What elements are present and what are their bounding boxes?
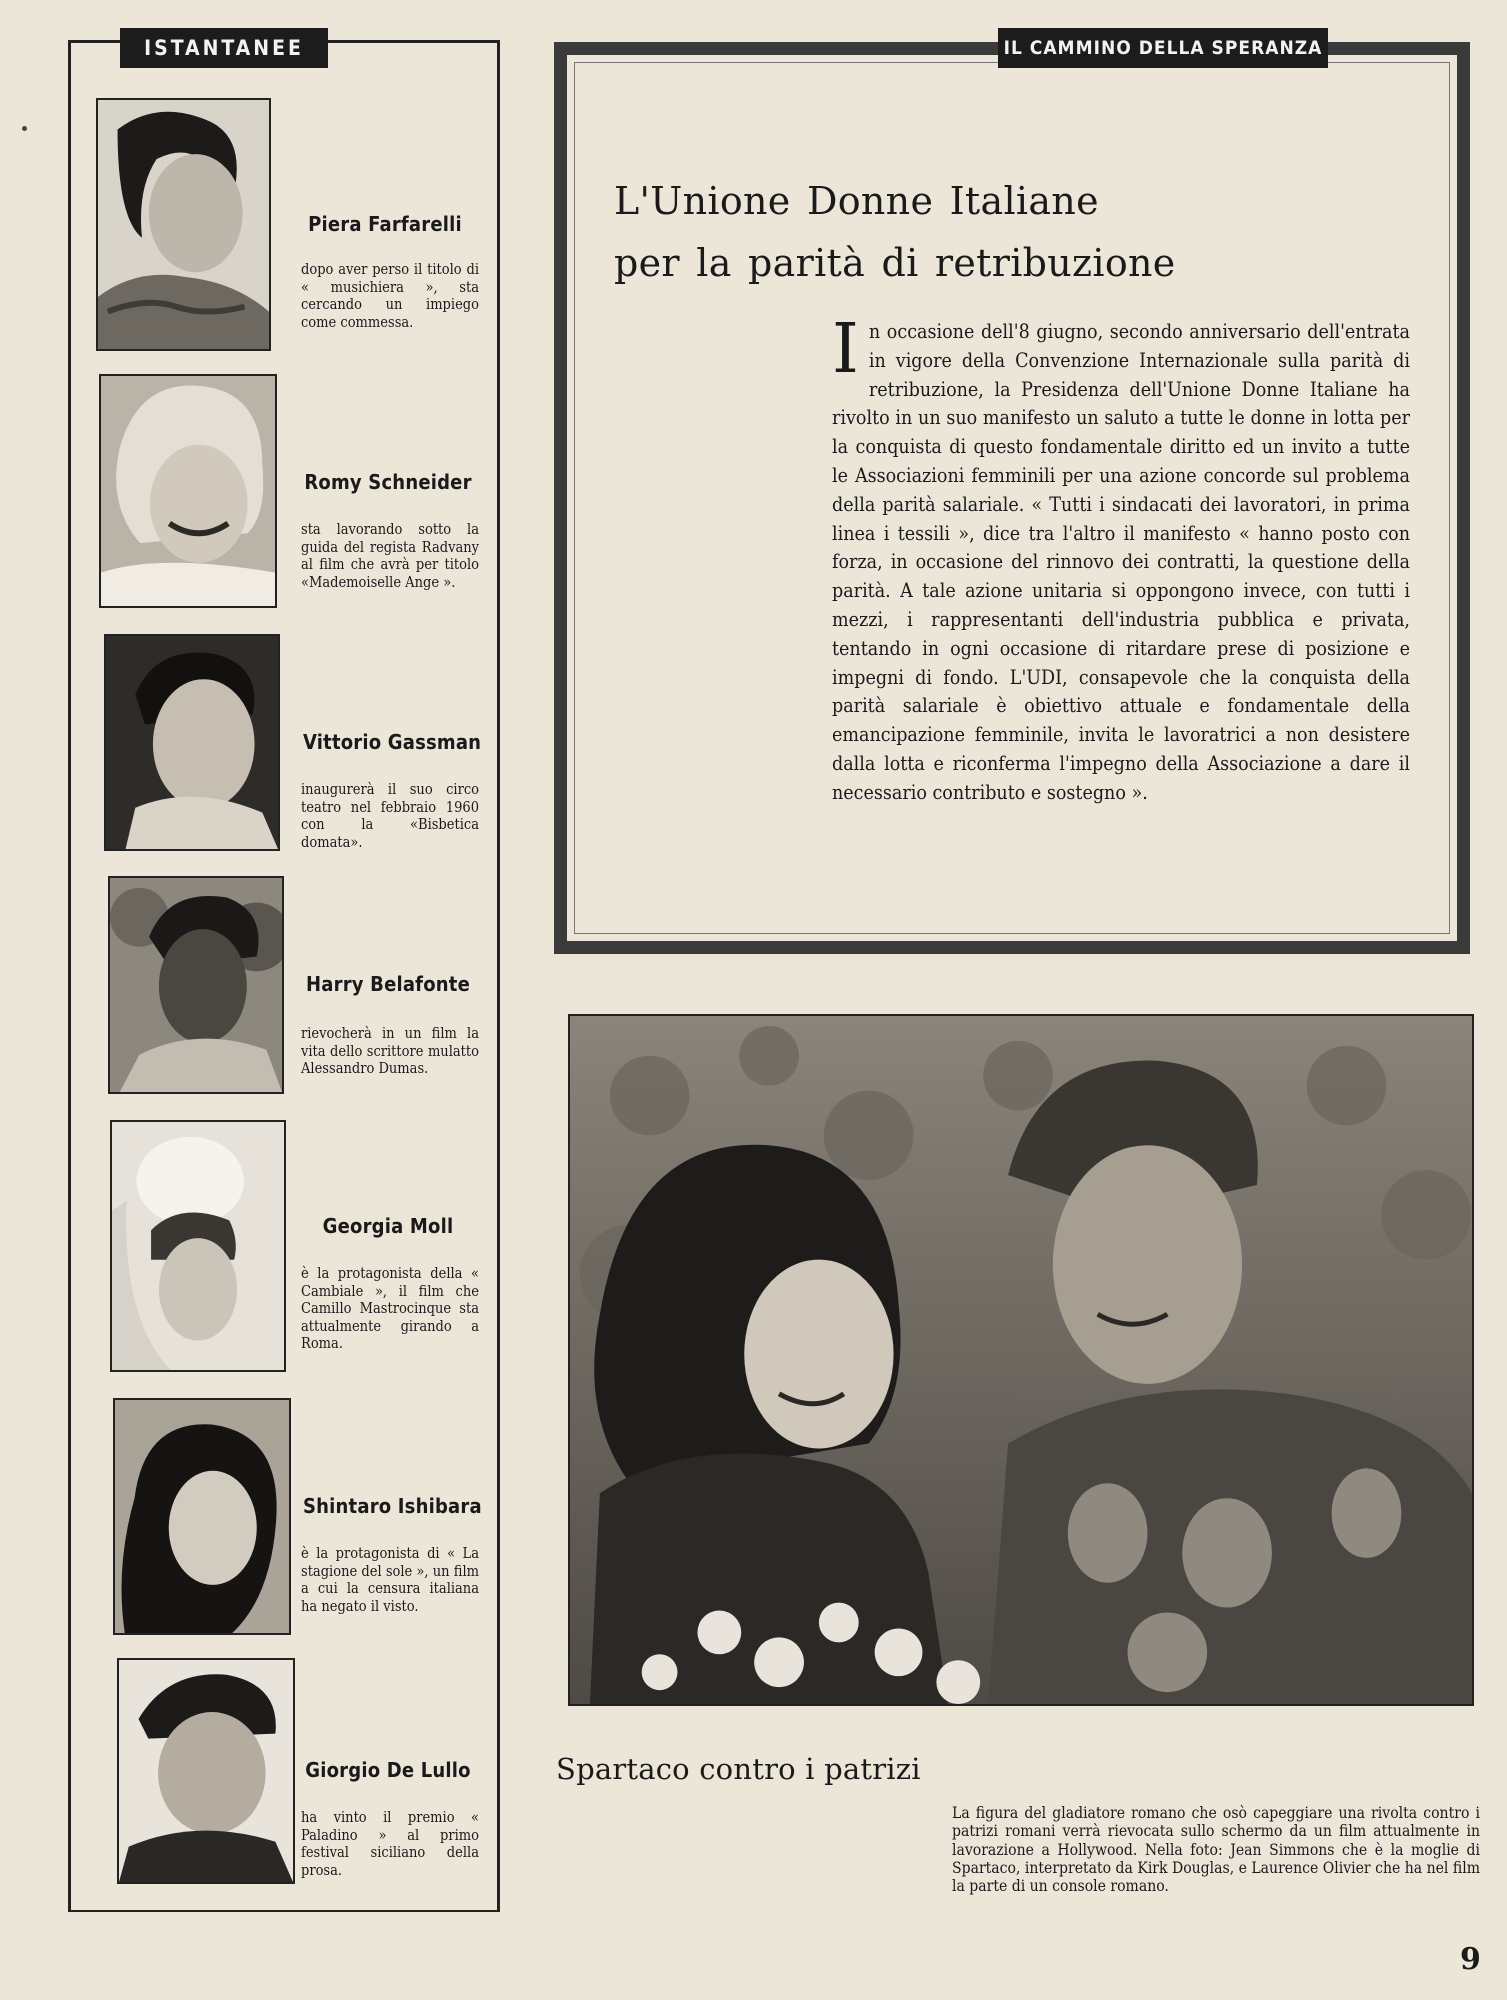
article-title-line-1: L'Unione Donne Italiane — [614, 179, 1099, 223]
drop-cap: I — [832, 310, 859, 389]
istantanee-section-label: ISTANTANEE — [120, 28, 328, 68]
person-description: inaugurerà il suo circo teatro nel febbraio 1960 con la «Bisbetica domata». — [301, 782, 479, 851]
person-name: Giorgio De Lullo — [305, 1758, 471, 1782]
portrait-photo-vittorio-gassman — [104, 634, 280, 851]
page-number: 9 — [1460, 1942, 1481, 1977]
person-name: Georgia Moll — [322, 1214, 454, 1238]
person-name: Piera Farfarelli — [308, 212, 462, 236]
article-title-line-2: per la parità di retribuzione — [614, 241, 1176, 285]
person-description: dopo aver perso il titolo di « musichiera », sta cercando un impiego come commessa. — [301, 262, 479, 331]
article-title — [614, 170, 1214, 294]
person-name: Shintaro Ishibara — [303, 1494, 482, 1518]
print-mark — [22, 126, 27, 131]
person-name: Harry Belafonte — [306, 972, 470, 996]
person-description: sta lavorando sotto la guida del regista Radvany al film che avrà per titolo «Mademoiselle Ange ». — [301, 522, 479, 591]
feature-caption: La figura del gladiatore romano che osò capeggiare una rivolta contro i patrizi romani verrà rievocata sullo schermo da un film attualmente in lavorazione a Hollywood. Nella foto: Jean Simmons che è la moglie di Spartaco, interpretato da Kirk Douglas, e Laurence Olivier che ha nel film la parte di un console romano. — [952, 1804, 1481, 1896]
spartacus-film-still-photo — [568, 1014, 1474, 1706]
person-description: rievocherà in un film la vita dello scrittore mulatto Alessandro Dumas. — [301, 1026, 479, 1077]
person-name: Romy Schneider — [304, 470, 472, 494]
cammino-section-label: IL CAMMINO DELLA SPERANZA — [998, 28, 1328, 68]
article-body — [832, 310, 1410, 808]
portrait-photo-giorgio-de-lullo — [117, 1658, 295, 1884]
person-description: è la protagonista di « La stagione del sole », un film a cui la censura italiana ha negato il visto. — [301, 1546, 479, 1615]
person-name: Vittorio Gassman — [303, 730, 482, 754]
portrait-photo-harry-belafonte — [108, 876, 284, 1094]
article-body-text: n occasione dell'8 giugno, secondo anniversario dell'entrata in vigore della Convenzione Internazionale sulla parità di retribuzione, la Presidenza dell'Unione Donne Italiane ha rivolto in un suo manifesto un saluto a tutte le donne in lotta per la conquista di questo fondamentale diritto ed un invito a tutte le Associazioni femminili per una azione concorde sul problema della parità salariale. « Tutti i sindacati dei lavoratori, in prima linea i tessili », dice tra l'altro il manifesto « hanno posto con forza, in occasione del rinnovo dei contratti, la questione della parità. A tale azione unitaria si oppongono invece, con tutti i mezzi, i rappresentanti dell'industria pubblica e privata, tentando in ogni occasione di ritardare prese di posizione e impegni di fondo. L'UDI, consapevole che la conquista della parità salariale è obiettivo attuale e fondamentale della emancipazione femminile, invita le lavoratrici a non desistere dalla lotta e riconferma l'impegno della Associazione a dare il necessario contributo e sostegno ». — [832, 320, 1410, 804]
portrait-photo-shintaro-ishibara — [113, 1398, 291, 1635]
person-description: è la protagonista della « Cambiale », il film che Camillo Mastrocinque sta attualmente girando a Roma. — [301, 1266, 479, 1352]
portrait-photo-georgia-moll — [110, 1120, 286, 1372]
portrait-photo-romy-schneider — [99, 374, 277, 608]
feature-title: Spartaco contro i patrizi — [556, 1752, 921, 1786]
portrait-photo-piera-farfarelli — [96, 98, 271, 351]
person-description: ha vinto il premio « Paladino » al primo festival siciliano della prosa. — [301, 1810, 479, 1879]
